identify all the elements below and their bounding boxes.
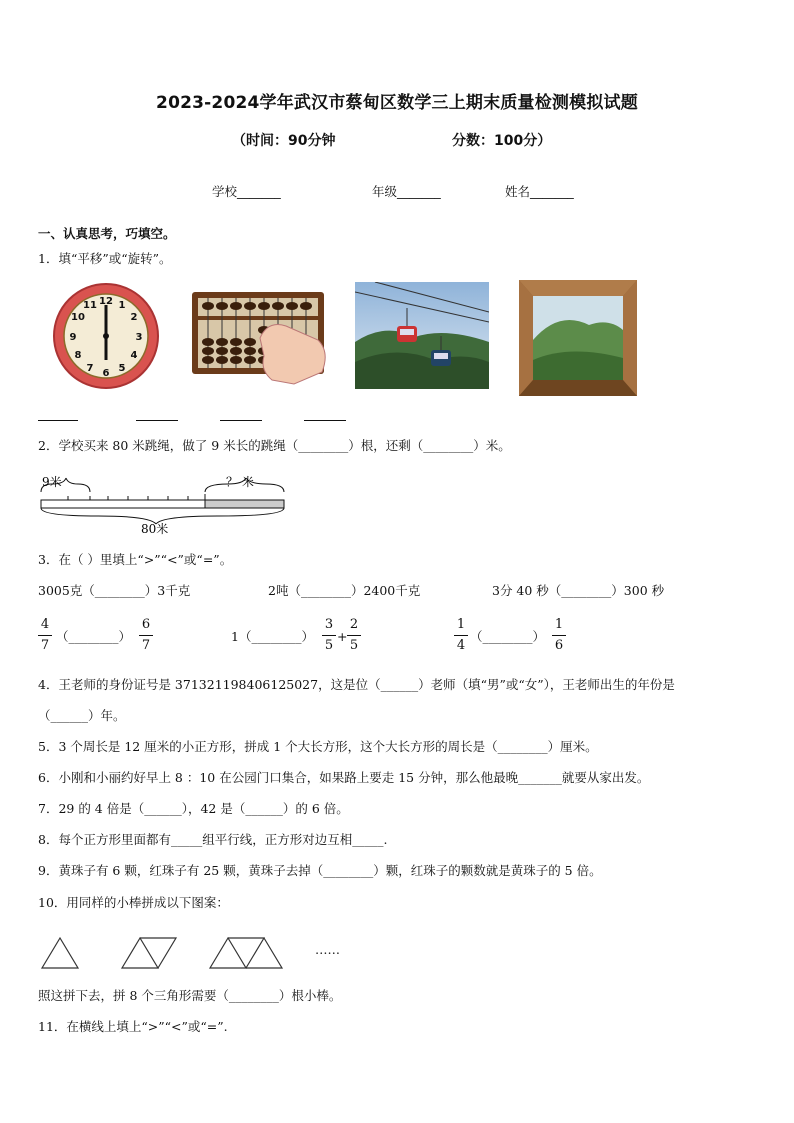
fraction-compare-blank-2[interactable]: 1（________） (231, 629, 314, 644)
question-6: 6．小刚和小丽约好早上 8 ：10 在公园门口集合，如果路上要走 15 分钟，那么他最晚_______就要从家出发。 (38, 770, 650, 785)
grade-field[interactable]: 年级_______ (372, 184, 441, 199)
triangle-pattern-1 (42, 938, 78, 968)
svg-text:7: 7 (86, 363, 94, 374)
rope-diagram (38, 470, 288, 540)
svg-text:3: 3 (135, 332, 143, 343)
fraction-compare-blank-3[interactable]: （________） (470, 629, 546, 644)
triangle-pattern-3c (246, 938, 282, 968)
svg-text:10: 10 (71, 312, 85, 323)
fraction-compare-blank-1[interactable]: （________） (56, 629, 132, 644)
rope-right-label: ？ 米 (226, 475, 254, 489)
svg-text:4: 4 (130, 350, 138, 361)
question-8: 8．每个正方形里面都有_____组平行线，正方形对边互相_____. (38, 832, 388, 847)
question-11: 11．在横线上填上“>”“<”或“=”. (38, 1019, 228, 1034)
question-1: 1．填“平移”或“旋转”。 (38, 251, 172, 266)
time-label: （时间：90分钟 (232, 133, 336, 149)
rope-total-label: 80米 (141, 522, 169, 536)
fraction-6-7: 6 7 (139, 617, 153, 654)
clock-image (52, 280, 160, 392)
question-5: 5．3 个周长是 12 厘米的小正方形，拼成 1 个大长方形，这个大长方形的周长是（________）厘米。 (38, 739, 598, 754)
abacus-image (190, 290, 330, 385)
question-7: 7．29 的 4 倍是（______），42 是（______）的 6 倍。 (38, 801, 349, 816)
svg-text:11: 11 (83, 300, 97, 311)
fraction-1-6: 1 6 (552, 617, 566, 654)
triangle-pattern-3b (228, 938, 264, 968)
school-field[interactable]: 学校_______ (212, 184, 281, 199)
compare-2: 2吨（________）2400千克 (268, 583, 421, 598)
triangle-pattern-2b (140, 938, 176, 968)
rope-left-label: 9米 (42, 475, 62, 489)
triangle-pattern-3a (210, 938, 246, 968)
question-10: 10．用同样的小棒拼成以下图案： (38, 895, 229, 910)
score-label: 分数：100分） (452, 133, 552, 149)
compare-3: 3分 40 秒（________）300 秒 (492, 583, 665, 598)
question-9: 9．黄珠子有 6 颗，红珠子有 25 颗，黄珠子去掉（________）颗，红珠子的颗数就是黄珠子的 5 倍。 (38, 863, 602, 878)
fraction-2-5: 2 5 (347, 617, 361, 654)
svg-text:8: 8 (74, 350, 82, 361)
svg-text:9: 9 (69, 332, 77, 343)
compare-1: 3005克（________）3千克 (38, 583, 191, 598)
pattern-ellipsis: …… (315, 942, 340, 957)
fraction-4-7: 4 7 (38, 617, 52, 654)
window-image (519, 280, 637, 396)
fraction-3-5: 3 5 (322, 617, 336, 654)
svg-text:1: 1 (118, 300, 126, 311)
question-2: 2．学校买来 80 米跳绳，做了 9 米长的跳绳（________）根，还剩（________）米。 (38, 438, 511, 453)
answer-blank-2[interactable] (136, 420, 178, 421)
svg-text:12: 12 (99, 296, 113, 307)
answer-blank-3[interactable] (220, 420, 262, 421)
fraction-1-4: 1 4 (454, 617, 468, 654)
answer-blank-1[interactable] (38, 420, 78, 421)
plus-sign: + (337, 629, 348, 644)
question-4-line-2: （______）年。 (38, 708, 126, 723)
section-heading: 一、认真思考，巧填空。 (38, 226, 176, 241)
page-title: 2023-2024学年武汉市蔡甸区数学三上期末质量检测模拟试题 (156, 93, 638, 113)
svg-text:2: 2 (130, 312, 138, 323)
name-field[interactable]: 姓名_______ (505, 184, 574, 199)
question-10-follow: 照这拼下去，拼 8 个三角形需要（________）根小棒。 (38, 988, 342, 1003)
triangle-pattern-2a (122, 938, 158, 968)
svg-text:6: 6 (102, 368, 110, 379)
question-4-line-1: 4．王老师的身份证号是 371321198406125027，这是位（______）老师（填“男”或“女”），王老师出生的年份是 (38, 677, 675, 692)
cable-car-image (355, 282, 489, 389)
question-3: 3．在（ ）里填上“>”“<”或“=”。 (38, 552, 233, 567)
triangle-pattern (38, 934, 328, 974)
svg-text:5: 5 (118, 363, 126, 374)
answer-blank-4[interactable] (304, 420, 346, 421)
